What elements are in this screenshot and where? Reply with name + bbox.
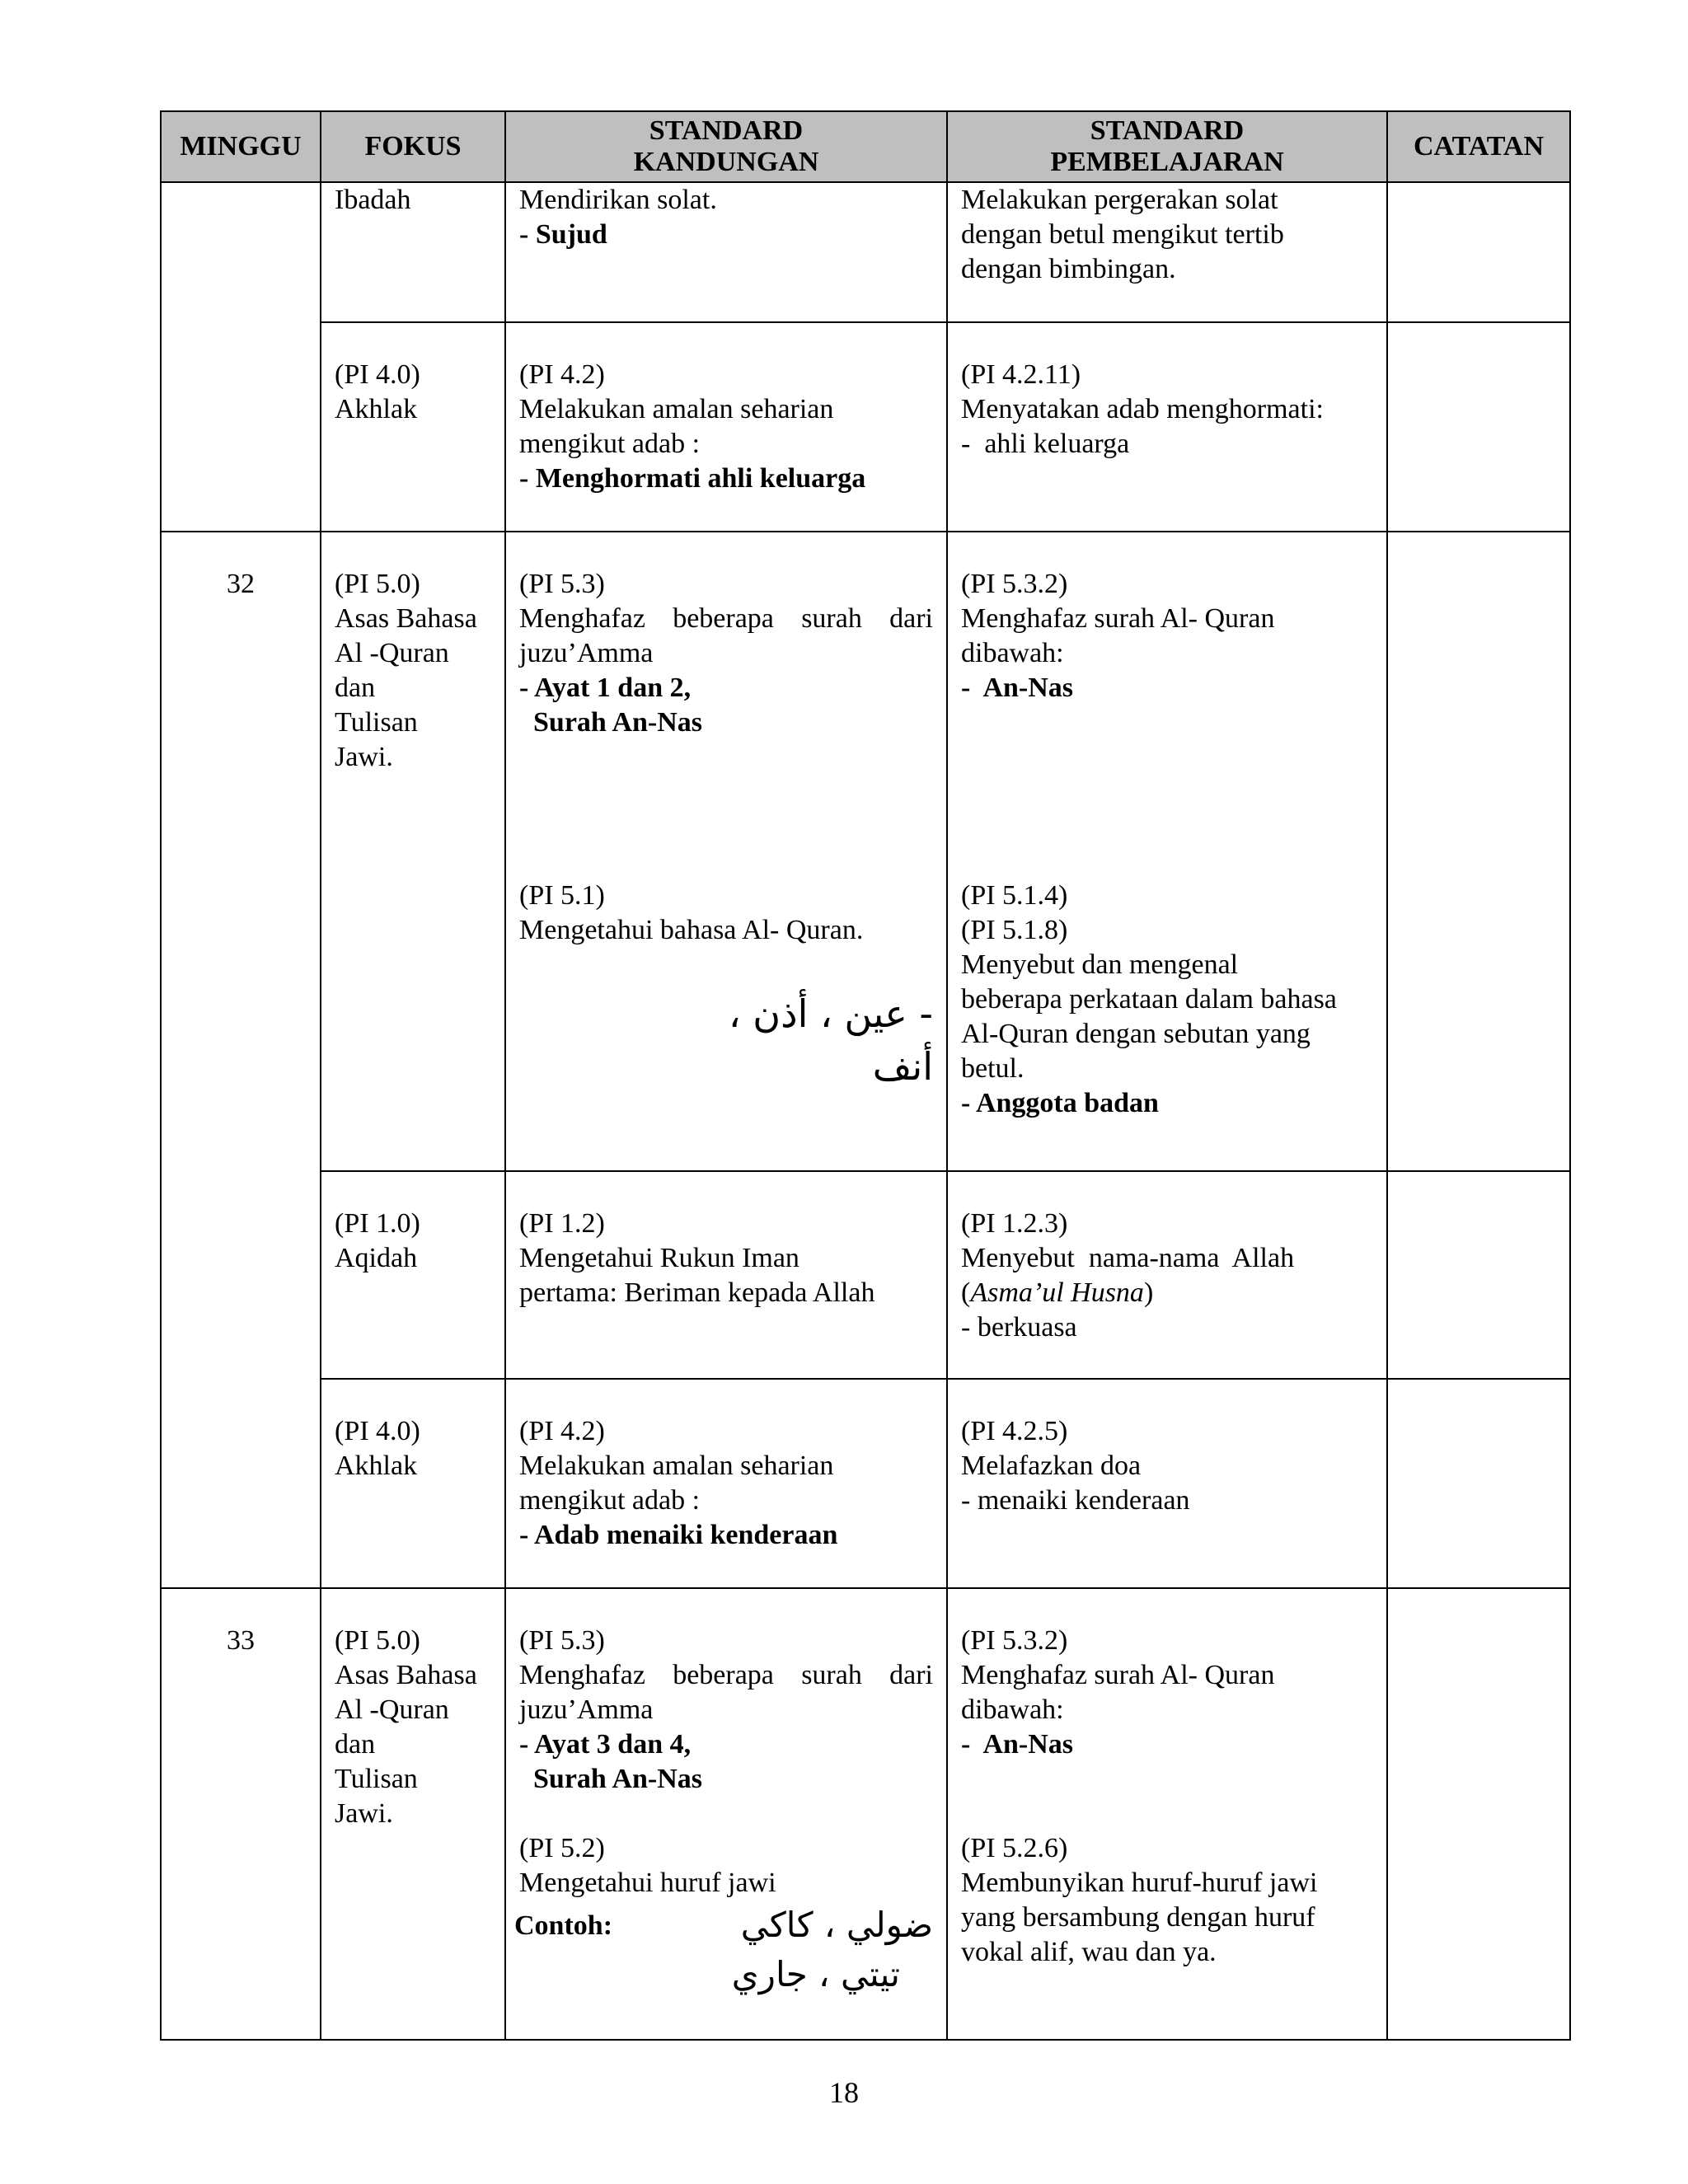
header-standard-kandungan: [505, 111, 947, 182]
kandungan-code: (PI 4.2): [519, 1416, 605, 1446]
pembelajaran-text: beberapa perkataan dalam bahasa: [961, 984, 1337, 1015]
pembelajaran-text: Membunyikan huruf-huruf jawi: [961, 1868, 1318, 1898]
kandungan-text: Melakukan amalan seharian: [519, 394, 834, 424]
fokus-code: (PI 5.0): [335, 1625, 420, 1656]
pembelajaran-code: (PI 1.2.3): [961, 1208, 1068, 1239]
fokus-text: Al -Quran: [335, 1694, 449, 1725]
cell-catatan: [1387, 1379, 1570, 1588]
kandungan-bold: - Sujud: [519, 219, 607, 250]
pembelajaran-code: (PI 5.2.6): [961, 1833, 1068, 1863]
fokus-text: Asas Bahasa: [335, 603, 477, 634]
pembelajaran-code: (PI 5.1.8): [961, 915, 1068, 945]
fokus-code: (PI 1.0): [335, 1208, 420, 1239]
pembelajaran-text: yang bersambung dengan huruf: [961, 1902, 1315, 1933]
fokus-text: Tulisan: [335, 707, 418, 738]
fokus-code: (PI 4.0): [335, 1416, 420, 1446]
cell-kandungan: [505, 322, 947, 532]
cell-kandungan: [505, 182, 947, 322]
header-standard-kandungan-line2: KANDUNGAN: [633, 147, 819, 177]
fokus-text: Jawi.: [335, 1798, 393, 1829]
header-standard-pembelajaran: [947, 111, 1387, 182]
pembelajaran-text: vokal alif, wau dan ya.: [961, 1937, 1217, 1967]
cell-fokus: [321, 1588, 505, 2040]
cell-kandungan: [505, 1588, 947, 2040]
kandungan-text: pertama: Beriman kepada Allah: [519, 1277, 875, 1308]
pembelajaran-code: (PI 5.3.2): [961, 1625, 1068, 1656]
kandungan-text: Mengetahui huruf jawi: [519, 1868, 776, 1898]
cell-minggu-continued: [161, 182, 321, 532]
kandungan-text: mengikut adab :: [519, 1485, 701, 1516]
fokus-text: Ibadah: [335, 185, 411, 215]
page-number: 18: [829, 2076, 859, 2109]
fokus-text: Akhlak: [335, 394, 418, 424]
pembelajaran-code: (PI 4.2.5): [961, 1416, 1068, 1446]
cell-fokus: [321, 322, 505, 532]
pembelajaran-text: - berkuasa: [961, 1312, 1077, 1343]
header-standard-kandungan-line1: STANDARD: [649, 115, 804, 146]
pembelajaran-text: dengan bimbingan.: [961, 254, 1176, 284]
fokus-code: (PI 5.0): [335, 569, 420, 599]
kandungan-code: (PI 5.1): [519, 880, 605, 911]
kandungan-code: (PI 5.3): [519, 1625, 605, 1656]
pembelajaran-asmaul-husna: (Asma’ul Husna): [961, 1277, 1154, 1308]
pembelajaran-text: - ahli keluarga: [961, 429, 1130, 459]
fokus-text: Akhlak: [335, 1451, 418, 1481]
pembelajaran-code: (PI 4.2.11): [961, 359, 1081, 390]
kandungan-text: mengikut adab :: [519, 429, 701, 459]
cell-fokus: [321, 532, 505, 1171]
kandungan-bold: - Ayat 1 dan 2,: [519, 673, 692, 703]
cell-catatan: [1387, 1171, 1570, 1379]
kandungan-text: Menghafaz beberapa surah dari juzu’Amma: [519, 1660, 933, 1725]
table-row: [161, 182, 1570, 322]
header-minggu: MINGGU: [161, 111, 321, 182]
kandungan-text: Mengetahui bahasa Al- Quran.: [519, 915, 864, 945]
kandungan-bold: - Menghormati ahli keluarga: [519, 463, 866, 494]
pembelajaran-bold: - An-Nas: [961, 673, 1074, 703]
cell-pembelajaran: [947, 1171, 1387, 1379]
contoh-arabic-line1: ضولي ، كاكي: [740, 1905, 933, 1945]
kandungan-code: (PI 4.2): [519, 359, 605, 390]
cell-kandungan: [505, 1171, 947, 1379]
cell-kandungan: [505, 532, 947, 1171]
kandungan-code: (PI 1.2): [519, 1208, 605, 1239]
pembelajaran-text: dengan betul mengikut tertib: [961, 219, 1284, 250]
fokus-text: Jawi.: [335, 742, 393, 772]
fokus-code: (PI 4.0): [335, 359, 420, 390]
pembelajaran-bold: - An-Nas: [961, 1729, 1074, 1760]
pembelajaran-text: Menyebut nama-nama Allah: [961, 1243, 1295, 1273]
cell-fokus: [321, 1379, 505, 1588]
fokus-text: Asas Bahasa: [335, 1660, 477, 1690]
kandungan-text: Melakukan amalan seharian: [519, 1451, 834, 1481]
contoh-example: [514, 1900, 933, 1950]
table-row: [161, 1588, 1570, 2040]
cell-catatan: [1387, 1588, 1570, 2040]
pembelajaran-text: dibawah:: [961, 1694, 1064, 1725]
kandungan-text: Menghafaz beberapa surah dari juzu’Amma: [519, 603, 933, 668]
cell-pembelajaran: [947, 1379, 1387, 1588]
cell-pembelajaran: [947, 182, 1387, 322]
header-standard-pembelajaran-line2: PEMBELAJARAN: [1050, 147, 1284, 177]
kandungan-bold: - Adab menaiki kenderaan: [519, 1520, 838, 1550]
fokus-text: Al -Quran: [335, 638, 449, 668]
cell-kandungan: [505, 1379, 947, 1588]
cell-minggu: 33: [161, 1588, 321, 2040]
cell-pembelajaran: [947, 532, 1387, 1171]
header-catatan: CATATAN: [1387, 111, 1570, 182]
arabic-words-line2: أنف: [872, 1044, 933, 1089]
contoh-arabic-line2: تيتي ، جاري: [731, 1954, 900, 1994]
pembelajaran-text: Menyebut dan mengenal: [961, 949, 1239, 980]
cell-catatan: [1387, 182, 1570, 322]
pembelajaran-text: Menghafaz surah Al- Quran: [961, 603, 1275, 634]
cell-fokus: [321, 1171, 505, 1379]
contoh-label: Contoh:: [514, 1910, 613, 1941]
kandungan-code: (PI 5.2): [519, 1833, 605, 1863]
kandungan-code: (PI 5.3): [519, 569, 605, 599]
cell-pembelajaran: [947, 322, 1387, 532]
kandungan-text: Mendirikan solat.: [519, 185, 717, 215]
kandungan-bold: Surah An-Nas: [519, 707, 703, 738]
pembelajaran-text: dibawah:: [961, 638, 1064, 668]
cell-catatan: [1387, 532, 1570, 1171]
pembelajaran-text: betul.: [961, 1053, 1025, 1084]
fokus-text: Tulisan: [335, 1764, 418, 1794]
pembelajaran-text: Melakukan pergerakan solat: [961, 185, 1278, 215]
fokus-text: Aqidah: [335, 1243, 418, 1273]
pembelajaran-text: Al-Quran dengan sebutan yang: [961, 1019, 1311, 1049]
fokus-text: dan: [335, 673, 376, 703]
lesson-plan-table: [160, 110, 1571, 2041]
table-row: [161, 1379, 1570, 1588]
kandungan-text: Mengetahui Rukun Iman: [519, 1243, 799, 1273]
pembelajaran-bold: - Anggota badan: [961, 1088, 1159, 1118]
fokus-text: dan: [335, 1729, 376, 1760]
table-row: [161, 532, 1570, 1171]
cell-fokus: [321, 182, 505, 322]
pembelajaran-text: Melafazkan doa: [961, 1451, 1142, 1481]
pembelajaran-code: (PI 5.3.2): [961, 569, 1068, 599]
table-row: [161, 322, 1570, 532]
pembelajaran-text: Menghafaz surah Al- Quran: [961, 1660, 1275, 1690]
kandungan-bold: - Ayat 3 dan 4,: [519, 1729, 692, 1760]
asmaul-husna-italic: Asma’ul Husna: [970, 1277, 1144, 1308]
cell-catatan: [1387, 322, 1570, 532]
pembelajaran-text: - menaiki kenderaan: [961, 1485, 1190, 1516]
header-fokus: FOKUS: [321, 111, 505, 182]
table-row: [161, 1171, 1570, 1379]
pembelajaran-text: Menyatakan adab menghormati:: [961, 394, 1324, 424]
arabic-words-line1: - عين ، أذن ،: [728, 991, 933, 1036]
header-standard-pembelajaran-line1: STANDARD: [1090, 115, 1245, 146]
table-header-row: [161, 111, 1570, 182]
kandungan-bold: Surah An-Nas: [519, 1764, 703, 1794]
pembelajaran-code: (PI 5.1.4): [961, 880, 1068, 911]
cell-minggu: 32: [161, 532, 321, 1588]
cell-pembelajaran: [947, 1588, 1387, 2040]
